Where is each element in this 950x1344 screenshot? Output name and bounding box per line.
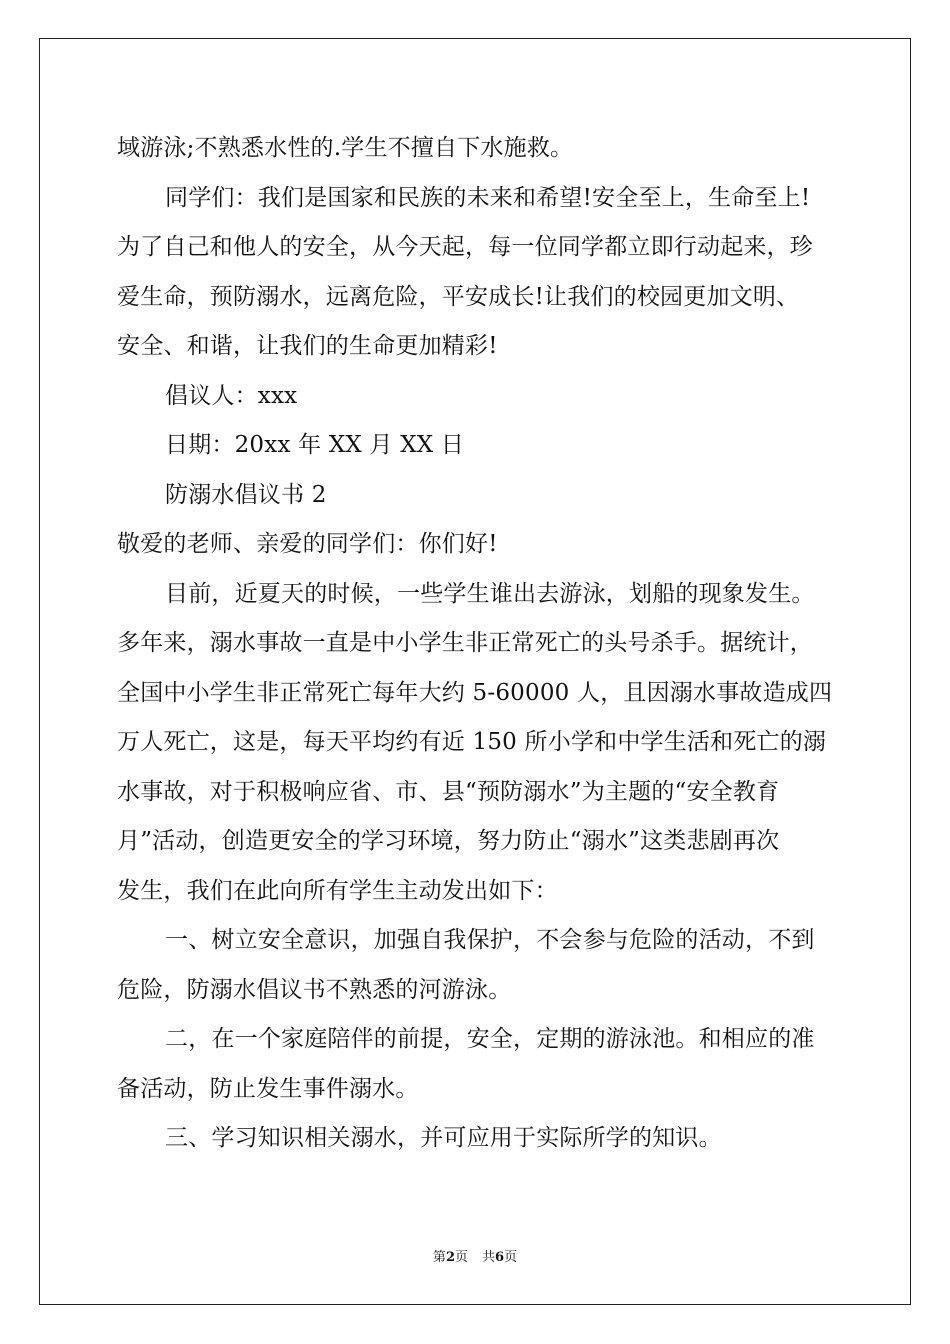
text-line: 发生，我们在此向所有学生主动发出如下： [117,877,558,904]
text-line: 为了自己和他人的安全，从今天起，每一位同学都立即行动起来，珍 [117,234,813,260]
page-footer [0,1246,950,1265]
text-line: 日期：20xx 年 XX 月 XX 日 [165,432,465,458]
text-line: 域游泳;不熟悉水性的.学生不擅自下水施救。 [117,135,574,161]
page-prefix: 第 [432,1250,446,1265]
document-body [117,124,835,1164]
text-line: 多年来，溺水事故一直是中小学生非正常死亡的头号杀手。据统计， [117,630,813,656]
text-line: 备活动，防止发生事件溺水。 [117,1075,419,1102]
text-line: 月”活动，创造更安全的学习环境，努力防止“溺水”这类悲剧再次 [117,828,780,854]
text-line: 全国中小学生非正常死亡每年大约 5-60000 人，且因溺水事故造成四 [117,679,833,706]
text-line: 安全、和谐，让我们的生命更加精彩! [117,333,498,359]
text-line: 同学们：我们是国家和民族的未来和希望!安全至上，生命至上! [165,184,811,211]
total-suffix: 页 [504,1250,518,1265]
text-line: 防溺水倡议书 2 [165,481,327,508]
text-line: 三、学习知识相关溺水，并可应用于实际所学的知识。 [165,1125,722,1151]
total-prefix: 共 [482,1250,496,1265]
text-line: 敬爱的老师、亲爱的同学们：你们好! [117,531,498,557]
text-line: 目前，近夏天的时候，一些学生谁出去游泳，划船的现象发生。 [165,580,815,607]
current-page-number: 2 [445,1250,455,1265]
text-line: 爱生命，预防溺水，远离危险，平安成长!让我们的校园更加文明、 [117,283,800,310]
page-suffix: 页 [454,1250,468,1265]
text-line: 水事故，对于积极响应省、市、县“预防溺水”为主题的“安全教育 [117,778,780,805]
total-pages-number: 6 [495,1250,505,1265]
text-line: 危险，防溺水倡议书不熟悉的河游泳。 [117,976,512,1003]
text-line: 一、树立安全意识，加强自我保护，不会参与危险的活动，不到 [165,927,815,953]
text-line: 倡议人：xxx [165,382,298,409]
text-line: 二，在一个家庭陪伴的前提，安全，定期的游泳池。和相应的准 [165,1026,815,1052]
text-line: 万人死亡，这是，每天平均约有近 150 所小学和中学生活和死亡的溺 [117,729,827,755]
